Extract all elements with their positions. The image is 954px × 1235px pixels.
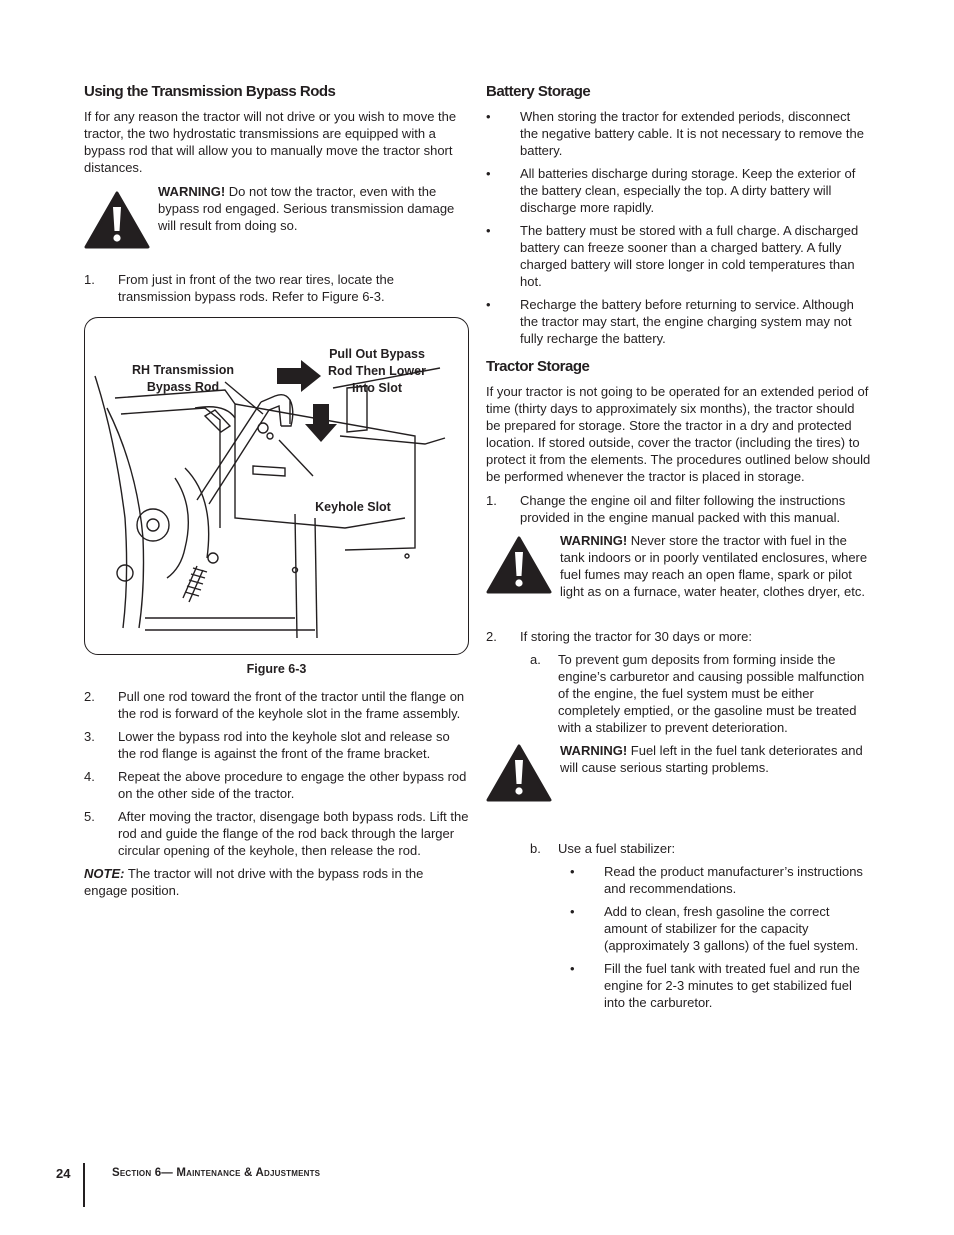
left-column — [84, 82, 469, 899]
page-number: 24 — [56, 1166, 71, 1181]
step-text: Lower the bypass rod into the keyhole slot and release so the rod flange is against the front of the frame bracket. — [118, 729, 450, 761]
warning-text: Never store the tractor with fuel in the tank indoors or in poorly ventilated enclosures, where fuel fumes may reach an open flame, spark or pilot light as on a furnace, water heater, clothes dryer, etc. — [560, 533, 868, 599]
label-rh-transmission: RH Transmission Bypass Rod — [131, 363, 235, 394]
figure-caption: Figure 6-3 — [246, 662, 307, 676]
warning-block-fuel-indoors — [486, 532, 871, 620]
note-text: The tractor will not drive with the bypass rods in the engage position. — [84, 866, 424, 898]
warning-text: Do not tow the tractor, even with the bypass rod engaged. Serious transmission damage will result from doing so. — [158, 184, 455, 233]
warning-triangle-icon — [84, 191, 150, 249]
list-item — [570, 960, 871, 1011]
list-item — [486, 222, 871, 290]
list-item — [486, 296, 871, 347]
bullet-text: All batteries discharge during storage. Keep the exterior of the battery clean, especially the top. A dirty battery will discharge more rapidly. — [520, 166, 856, 215]
step-text: Repeat the above procedure to engage the other bypass rod on the other side of the tractor. — [118, 769, 467, 801]
bullet-glyph: • — [486, 297, 491, 312]
label-pull-out: Pull Out Bypass Rod Then Lower Into Slot — [328, 347, 426, 395]
substep-item — [530, 840, 871, 857]
warning-block-fuel-deteriorates — [486, 742, 871, 832]
step-number: 5. — [84, 809, 95, 824]
list-item — [570, 903, 871, 954]
warning-text: Fuel left in the fuel tank deteriorates and will cause serious starting problems. — [560, 743, 863, 775]
label-keyhole-slot: Keyhole Slot — [315, 500, 391, 514]
step-item — [84, 728, 469, 762]
step-item — [486, 628, 871, 645]
figure-6-3 — [84, 317, 469, 655]
step-text: From just in front of the two rear tires, locate the transmission bypass rods. Refer to Figure 6-3. — [118, 272, 395, 304]
bypass-intro: If for any reason the tractor will not drive or you wish to move the tractor, the two hydrostatic transmissions are equipped with a bypass rod that will allow you to manually move the tractor short distances. — [84, 109, 457, 175]
step-item — [486, 492, 871, 526]
substep-item — [530, 651, 871, 736]
bullet-glyph: • — [570, 904, 575, 919]
bullet-glyph: • — [486, 223, 491, 238]
bullet-text: Read the product manufacturer’s instructions and recommendations. — [604, 864, 863, 896]
warning-label: WARNING! — [158, 184, 226, 199]
section-title: Section 6— Maintenance & Adjustments — [112, 1167, 321, 1179]
step-text: Change the engine oil and filter following the instructions provided in the engine manual packed with this manual. — [520, 493, 846, 525]
step-text: After moving the tractor, disengage both bypass rods. Lift the rod and guide the flange of the rod back through the larger circular opening of the keyhole, then release the rod. — [118, 809, 469, 858]
step-item — [84, 768, 469, 802]
page-footer — [56, 1163, 456, 1207]
step-number: 1. — [486, 493, 497, 508]
step-number: 2. — [84, 689, 95, 704]
note-label: NOTE: — [84, 866, 125, 881]
bullet-glyph: • — [486, 109, 491, 124]
tractor-intro: If your tractor is not going to be operated for an extended period of time (thirty days to approximately six months), the tractor should be prepared for storage. Store the tractor in a dry and protected location. If stored outside, cover the tractor (including the tires) to protect it from the elements. The procedures outlined below should be performed whenever the tractor is placed in storage. — [486, 384, 871, 484]
substeps — [486, 651, 871, 736]
bullet-glyph: • — [486, 166, 491, 181]
step-item — [84, 808, 469, 859]
step-number: 3. — [84, 729, 95, 744]
section-heading-tractor: Tractor Storage — [486, 358, 590, 375]
warning-label: WARNING! — [560, 743, 628, 758]
bullet-text: When storing the tractor for extended periods, disconnect the negative battery cable. It is not necessary to remove the battery. — [520, 109, 864, 158]
bypass-steps — [84, 688, 469, 859]
right-column — [486, 82, 871, 1017]
footer-divider — [83, 1163, 85, 1207]
list-item — [486, 165, 871, 216]
warning-triangle-icon — [486, 536, 552, 594]
warning-label: WARNING! — [560, 533, 628, 548]
bullet-text: Fill the fuel tank with treated fuel and run the engine for 2-3 minutes to get stabilized fuel into the carburetor. — [604, 961, 860, 1010]
substep-letter: b. — [530, 841, 541, 856]
bullet-glyph: • — [570, 961, 575, 976]
step-number: 2. — [486, 629, 497, 644]
down-arrow-icon — [305, 404, 337, 442]
step-number: 4. — [84, 769, 95, 784]
substep-text: To prevent gum deposits from forming inside the engine’s carburetor and causing possible malfunction of the engine, the fuel system must be either completely emptied, or the gasoline must be treated with a stabilizer to prevent deterioration. — [558, 652, 865, 735]
substep-text: Use a fuel stabilizer: — [558, 841, 676, 856]
step-text: If storing the tractor for 30 days or more: — [520, 629, 752, 644]
section-heading-bypass: Using the Transmission Bypass Rods — [84, 83, 336, 100]
step-item — [84, 271, 469, 305]
step-number: 1. — [84, 272, 95, 287]
warning-block-tow — [84, 183, 469, 249]
bullet-text: Add to clean, fresh gasoline the correct amount of stabilizer for the capacity (approximately 3 gallons) of the fuel system. — [604, 904, 859, 953]
section-heading-battery: Battery Storage — [486, 83, 591, 100]
stabilizer-bullets — [570, 863, 871, 1011]
list-item — [570, 863, 871, 897]
list-item — [486, 108, 871, 159]
bullet-text: The battery must be stored with a full charge. A discharged battery can freeze sooner than a charged battery. A fully charged battery will store longer in cold temperatures than hot. — [520, 223, 859, 289]
substeps — [486, 840, 871, 1011]
battery-bullets — [486, 108, 871, 347]
step-item — [84, 688, 469, 722]
bullet-glyph: • — [570, 864, 575, 879]
right-arrow-icon — [277, 360, 321, 392]
warning-triangle-icon — [486, 744, 552, 802]
substep-letter: a. — [530, 652, 541, 667]
bullet-text: Recharge the battery before returning to service. Although the tractor may start, the engine charging system may not fully recharge the battery. — [520, 297, 854, 346]
step-text: Pull one rod toward the front of the tractor until the flange on the rod is forward of the keyhole slot in the frame assembly. — [118, 689, 465, 721]
note — [84, 865, 469, 899]
